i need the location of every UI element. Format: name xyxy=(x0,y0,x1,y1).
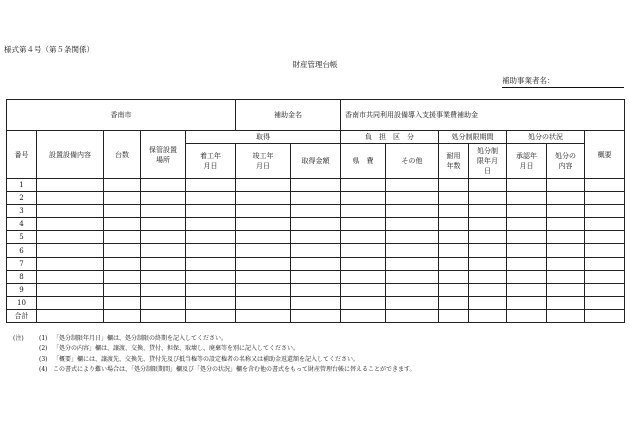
page-title: 財産管理台帳 xyxy=(292,60,338,69)
table-cell[interactable] xyxy=(104,218,141,231)
table-cell[interactable] xyxy=(186,257,236,270)
table-cell[interactable] xyxy=(236,218,291,231)
table-row xyxy=(7,296,625,309)
table-cell[interactable] xyxy=(386,218,439,231)
col-other-header: その他 xyxy=(386,144,439,179)
total-label: 合計 xyxy=(7,309,37,322)
table-cell[interactable] xyxy=(104,231,141,244)
table-cell[interactable] xyxy=(439,179,469,192)
table-cell[interactable] xyxy=(141,205,186,218)
table-cell[interactable] xyxy=(547,205,585,218)
table-cell[interactable] xyxy=(469,244,507,257)
table-cell[interactable] xyxy=(141,283,186,296)
table-cell[interactable] xyxy=(37,257,104,270)
table-cell[interactable] xyxy=(469,309,507,322)
table-cell[interactable] xyxy=(585,218,625,231)
table-cell[interactable] xyxy=(439,192,469,205)
table-cell[interactable] xyxy=(386,309,439,322)
table-cell[interactable] xyxy=(341,231,386,244)
note-text: 「処分制限年月日」欄は、処分制限の終期を記入してください。 xyxy=(53,335,228,342)
table-cell[interactable] xyxy=(291,309,341,322)
note-item xyxy=(13,365,416,375)
table-cell[interactable] xyxy=(236,192,291,205)
table-cell[interactable] xyxy=(507,192,547,205)
table-cell[interactable] xyxy=(141,296,186,309)
table-cell[interactable] xyxy=(341,192,386,205)
col-amount-header: 取得金額 xyxy=(291,144,341,179)
table-cell[interactable] xyxy=(507,244,547,257)
table-cell[interactable] xyxy=(291,218,341,231)
table-cell[interactable] xyxy=(469,257,507,270)
table-cell[interactable] xyxy=(507,218,547,231)
table-cell[interactable] xyxy=(507,296,547,309)
row-number: 9 xyxy=(7,283,37,296)
table-cell[interactable] xyxy=(341,309,386,322)
table-cell[interactable] xyxy=(386,205,439,218)
table-cell[interactable] xyxy=(104,257,141,270)
row-number: 7 xyxy=(7,257,37,270)
table-cell[interactable] xyxy=(186,192,236,205)
table-row xyxy=(7,218,625,231)
table-cell[interactable] xyxy=(386,244,439,257)
grant-name-value: 香南市共同利用設備導入支援事業費補助金 xyxy=(341,100,625,131)
table-cell[interactable] xyxy=(439,296,469,309)
table-row xyxy=(7,192,625,205)
table-cell[interactable] xyxy=(37,179,104,192)
header-row-grant xyxy=(7,100,625,131)
table-cell[interactable] xyxy=(585,244,625,257)
col-summary-header: 概要 xyxy=(585,131,625,179)
note-item xyxy=(13,344,416,354)
table-cell[interactable] xyxy=(547,192,585,205)
table-cell[interactable] xyxy=(236,296,291,309)
table-cell[interactable] xyxy=(186,244,236,257)
table-cell[interactable] xyxy=(547,244,585,257)
header-row-groups xyxy=(7,131,625,144)
table-cell[interactable] xyxy=(585,257,625,270)
table-cell[interactable] xyxy=(341,270,386,283)
ledger-rows xyxy=(7,179,625,310)
table-cell[interactable] xyxy=(291,283,341,296)
table-cell[interactable] xyxy=(386,296,439,309)
table-cell[interactable] xyxy=(141,270,186,283)
row-number: 6 xyxy=(7,244,37,257)
table-cell[interactable] xyxy=(547,218,585,231)
table-cell[interactable] xyxy=(386,270,439,283)
table-cell[interactable] xyxy=(104,192,141,205)
table-cell[interactable] xyxy=(341,257,386,270)
table-cell[interactable] xyxy=(37,231,104,244)
table-cell[interactable] xyxy=(37,192,104,205)
table-cell[interactable] xyxy=(37,270,104,283)
table-cell[interactable] xyxy=(186,270,236,283)
table-cell[interactable] xyxy=(141,231,186,244)
table-row xyxy=(7,257,625,270)
table-cell[interactable] xyxy=(386,192,439,205)
note-number: (1) xyxy=(39,335,48,342)
table-cell[interactable] xyxy=(341,179,386,192)
table-cell[interactable] xyxy=(291,205,341,218)
col-number-header: 番号 xyxy=(7,131,37,179)
table-cell[interactable] xyxy=(104,270,141,283)
col-useful-years-header: 耐用年数 xyxy=(439,144,469,179)
table-cell[interactable] xyxy=(37,205,104,218)
table-cell[interactable] xyxy=(236,205,291,218)
table-cell[interactable] xyxy=(341,205,386,218)
row-number: 4 xyxy=(7,218,37,231)
table-cell[interactable] xyxy=(507,270,547,283)
table-cell[interactable] xyxy=(585,179,625,192)
table-cell[interactable] xyxy=(439,218,469,231)
table-cell[interactable] xyxy=(186,296,236,309)
table-cell[interactable] xyxy=(341,283,386,296)
table-cell[interactable] xyxy=(236,244,291,257)
table-cell[interactable] xyxy=(291,296,341,309)
row-number: 8 xyxy=(7,270,37,283)
city-cell: 香南市 xyxy=(7,100,236,131)
table-cell[interactable] xyxy=(547,309,585,322)
note-text: この書式により難い場合は、「処分制限期間」欄及び「処分の状況」欄を含む他の書式をもって財産管理台帳に替えることができます。 xyxy=(53,365,416,373)
table-cell[interactable] xyxy=(291,231,341,244)
row-number: 10 xyxy=(7,296,37,309)
col-pref-header: 県 費 xyxy=(341,144,386,179)
table-cell[interactable] xyxy=(236,257,291,270)
table-cell[interactable] xyxy=(291,192,341,205)
row-number: 1 xyxy=(7,179,37,192)
table-cell[interactable] xyxy=(186,283,236,296)
total-row xyxy=(7,309,625,322)
table-cell[interactable] xyxy=(469,283,507,296)
table-cell[interactable] xyxy=(104,296,141,309)
table-cell[interactable] xyxy=(236,309,291,322)
table-cell[interactable] xyxy=(439,283,469,296)
col-location-header: 保管設置場所 xyxy=(141,131,186,179)
notes-lead: (注) xyxy=(13,335,24,342)
col-disposal-content-header: 処分の内容 xyxy=(547,144,585,179)
table-cell[interactable] xyxy=(291,257,341,270)
table-cell[interactable] xyxy=(439,205,469,218)
table-cell[interactable] xyxy=(585,309,625,322)
table-cell[interactable] xyxy=(469,205,507,218)
table-cell[interactable] xyxy=(585,296,625,309)
table-cell[interactable] xyxy=(186,309,236,322)
col-count-header: 台数 xyxy=(104,131,141,179)
table-cell[interactable] xyxy=(291,244,341,257)
table-cell[interactable] xyxy=(291,270,341,283)
table-cell[interactable] xyxy=(236,231,291,244)
table-row xyxy=(7,205,625,218)
table-cell[interactable] xyxy=(507,309,547,322)
row-number: 3 xyxy=(7,205,37,218)
table-cell[interactable] xyxy=(104,205,141,218)
table-cell[interactable] xyxy=(547,257,585,270)
note-number: (2) xyxy=(39,345,48,353)
note-number: (3) xyxy=(39,355,48,363)
col-limit-period-header: 処分制限期間 xyxy=(439,131,507,144)
table-cell[interactable] xyxy=(141,257,186,270)
table-cell[interactable] xyxy=(585,205,625,218)
table-cell[interactable] xyxy=(469,192,507,205)
table-cell[interactable] xyxy=(341,244,386,257)
table-cell[interactable] xyxy=(439,231,469,244)
col-complete-date-header: 竣工年月日 xyxy=(236,144,291,179)
col-start-date-header: 着工年月日 xyxy=(186,144,236,179)
grant-name-label: 補助金名 xyxy=(236,100,341,131)
table-cell[interactable] xyxy=(186,205,236,218)
table-cell[interactable] xyxy=(341,218,386,231)
table-cell[interactable] xyxy=(37,283,104,296)
table-cell[interactable] xyxy=(386,257,439,270)
note-text: 「概要」欄には、譲渡先、交換先、貸付先及び抵当権等の設定権者の名称又は補助金返還額を記入してください。 xyxy=(53,355,360,363)
table-cell[interactable] xyxy=(439,309,469,322)
row-number: 5 xyxy=(7,231,37,244)
table-cell[interactable] xyxy=(104,179,141,192)
table-cell[interactable] xyxy=(507,179,547,192)
table-cell[interactable] xyxy=(236,179,291,192)
table-row xyxy=(7,270,625,283)
table-cell[interactable] xyxy=(386,179,439,192)
table-cell[interactable] xyxy=(547,296,585,309)
operator-name-field[interactable]: 補助事業者名： xyxy=(502,75,624,88)
table-cell[interactable] xyxy=(585,270,625,283)
table-cell[interactable] xyxy=(37,218,104,231)
table-row xyxy=(7,244,625,257)
table-cell[interactable] xyxy=(439,270,469,283)
table-cell[interactable] xyxy=(37,296,104,309)
table-cell[interactable] xyxy=(547,283,585,296)
table-cell[interactable] xyxy=(37,244,104,257)
table-cell[interactable] xyxy=(37,309,104,322)
note-item xyxy=(13,334,416,344)
table-row xyxy=(7,231,625,244)
table-cell[interactable] xyxy=(469,296,507,309)
table-cell[interactable] xyxy=(141,192,186,205)
col-content-header: 設置設備内容 xyxy=(37,131,104,179)
table-cell[interactable] xyxy=(585,283,625,296)
col-burden-header: 負 担 区 分 xyxy=(341,131,439,144)
table-cell[interactable] xyxy=(439,244,469,257)
table-cell[interactable] xyxy=(469,270,507,283)
table-cell[interactable] xyxy=(186,179,236,192)
table-cell[interactable] xyxy=(386,231,439,244)
table-cell[interactable] xyxy=(547,270,585,283)
table-cell[interactable] xyxy=(141,309,186,322)
asset-ledger-table xyxy=(6,99,625,323)
table-cell[interactable] xyxy=(469,231,507,244)
note-number: (4) xyxy=(39,365,48,373)
col-acquisition-header: 取得 xyxy=(186,131,341,144)
form-number: 様式第４号（第５条関係） xyxy=(4,45,94,54)
table-cell[interactable] xyxy=(469,218,507,231)
table-cell[interactable] xyxy=(585,231,625,244)
table-cell[interactable] xyxy=(547,179,585,192)
col-limit-date-header: 処分制限年月日 xyxy=(469,144,507,179)
table-row xyxy=(7,283,625,296)
table-cell[interactable] xyxy=(507,257,547,270)
table-cell[interactable] xyxy=(547,231,585,244)
table-cell[interactable] xyxy=(141,218,186,231)
table-cell[interactable] xyxy=(439,257,469,270)
table-cell[interactable] xyxy=(507,231,547,244)
col-disposal-status-header: 処分の状況 xyxy=(507,131,585,144)
table-cell[interactable] xyxy=(386,283,439,296)
table-row xyxy=(7,179,625,192)
table-cell[interactable] xyxy=(341,296,386,309)
table-cell[interactable] xyxy=(104,283,141,296)
note-text: 「処分の内容」欄は、譲渡、交換、貸付、担保、取壊し、廃棄等を別に記入してください。 xyxy=(53,345,300,353)
table-cell[interactable] xyxy=(104,244,141,257)
note-item xyxy=(13,355,416,365)
table-cell[interactable] xyxy=(141,244,186,257)
table-cell[interactable] xyxy=(291,179,341,192)
table-cell[interactable] xyxy=(141,179,186,192)
table-cell[interactable] xyxy=(585,192,625,205)
notes xyxy=(13,334,416,375)
table-cell[interactable] xyxy=(186,218,236,231)
table-cell[interactable] xyxy=(507,283,547,296)
table-cell[interactable] xyxy=(104,309,141,322)
row-number: 2 xyxy=(7,192,37,205)
table-cell[interactable] xyxy=(236,283,291,296)
table-cell[interactable] xyxy=(236,270,291,283)
table-cell[interactable] xyxy=(186,231,236,244)
table-cell[interactable] xyxy=(507,205,547,218)
col-approval-date-header: 承認年月日 xyxy=(507,144,547,179)
table-cell[interactable] xyxy=(469,179,507,192)
